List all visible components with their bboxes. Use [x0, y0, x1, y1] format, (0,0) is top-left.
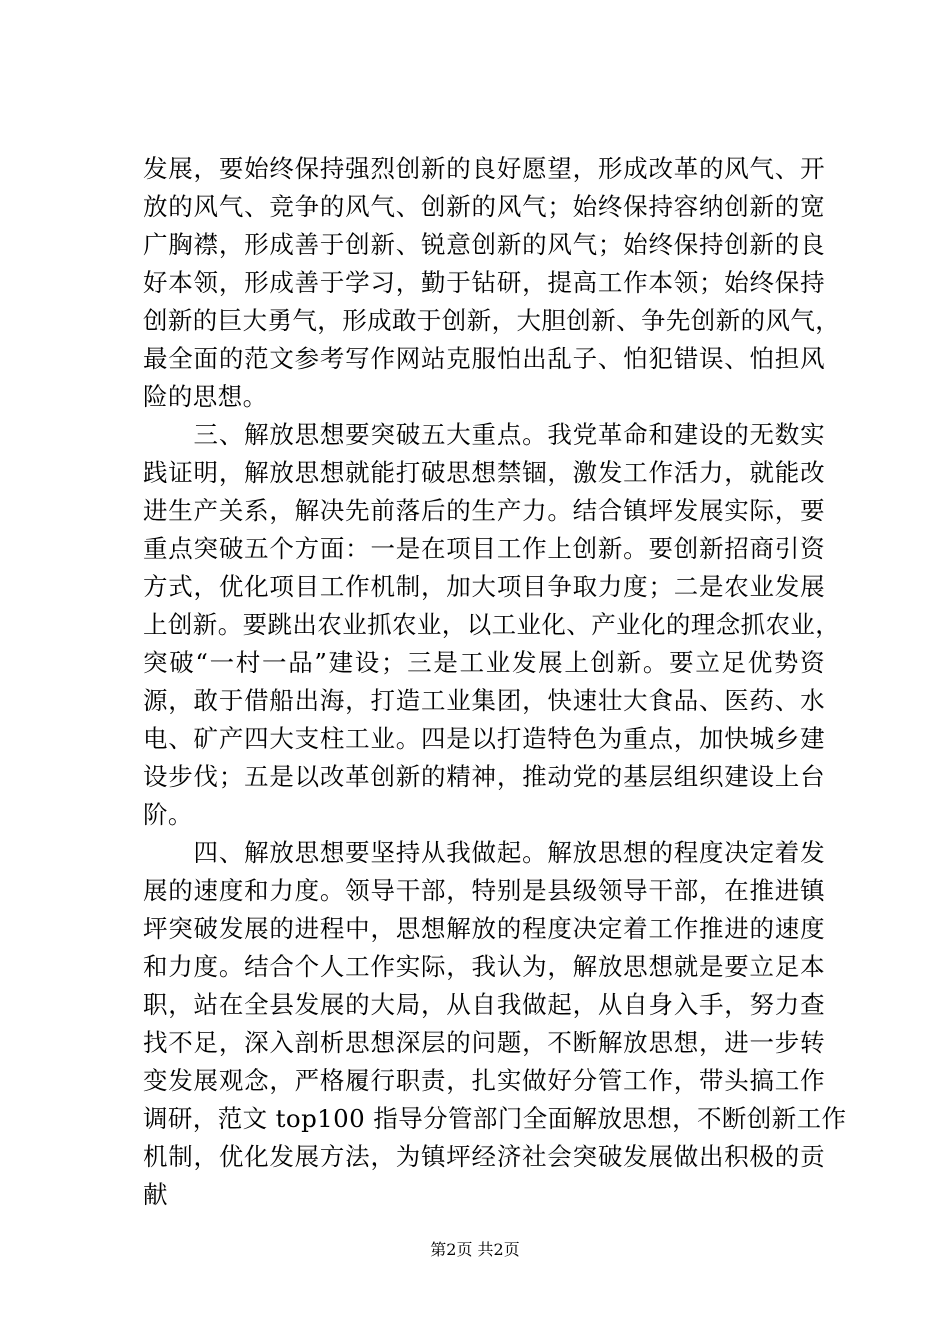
- text-line: 四、解放思想要坚持从我做起。解放思想的程度决定着发: [143, 838, 825, 867]
- text-line: 展的速度和力度。领导干部，特别是县级领导干部，在推进镇: [143, 876, 825, 905]
- text-line: 机制，优化发展方法，为镇坪经济社会突破发展做出积极的贡: [143, 1142, 825, 1171]
- text-line: 找不足，深入剖析思想深层的问题，不断解放思想，进一步转: [143, 1028, 825, 1057]
- text-line: 和力度。结合个人工作实际，我认为，解放思想就是要立足本: [143, 952, 825, 981]
- text-line: 源，敢于借船出海，打造工业集团，快速壮大食品、医药、水: [143, 686, 825, 715]
- text-line: 设步伐；五是以改革创新的精神，推动党的基层组织建设上台: [143, 762, 825, 791]
- text-line: 突破“一村一品”建设；三是工业发展上创新。要立足优势资: [143, 648, 825, 677]
- text-line: 阶。: [143, 800, 193, 829]
- text-line: 电、矿产四大支柱工业。四是以打造特色为重点，加快城乡建: [143, 724, 825, 753]
- text-line: 险的思想。: [143, 382, 268, 411]
- text-line: 发展，要始终保持强烈创新的良好愿望，形成改革的风气、开: [143, 154, 825, 183]
- text-line: 重点突破五个方面：一是在项目工作上创新。要创新招商引资: [143, 534, 825, 563]
- text-line: 践证明，解放思想就能打破思想禁锢，激发工作活力，就能改: [143, 458, 825, 487]
- text-line: 进生产关系，解决先前落后的生产力。结合镇坪发展实际，要: [143, 496, 825, 525]
- text-line: 创新的巨大勇气，形成敢于创新，大胆创新、争先创新的风气，: [143, 306, 841, 335]
- text-line: 上创新。要跳出农业抓农业，以工业化、产业化的理念抓农业，: [143, 610, 841, 639]
- text-line: 变发展观念，严格履行职责，扎实做好分管工作，带头搞工作: [143, 1066, 825, 1095]
- text-line: 三、解放思想要突破五大重点。我党革命和建设的无数实: [143, 420, 825, 449]
- text-line: 放的风气、竞争的风气、创新的风气；始终保持容纳创新的宽: [143, 192, 825, 221]
- text-line: 调研，范文 top100 指导分管部门全面解放思想，不断创新工作: [143, 1104, 847, 1133]
- text-line: 广胸襟，形成善于创新、锐意创新的风气；始终保持创新的良: [143, 230, 825, 259]
- text-line: 献: [143, 1180, 168, 1209]
- text-line: 坪突破发展的进程中，思想解放的程度决定着工作推进的速度: [143, 914, 825, 943]
- text-line: 最全面的范文参考写作网站克服怕出乱子、怕犯错误、怕担风: [143, 344, 825, 373]
- page-number-footer: 第2页 共2页: [430, 1240, 520, 1259]
- text-line: 方式，优化项目工作机制，加大项目争取力度；二是农业发展: [143, 572, 825, 601]
- text-line: 职，站在全县发展的大局，从自我做起，从自身入手，努力查: [143, 990, 825, 1019]
- document-body: [143, 150, 847, 1214]
- text-line: 好本领，形成善于学习，勤于钻研，提高工作本领；始终保持: [143, 268, 825, 297]
